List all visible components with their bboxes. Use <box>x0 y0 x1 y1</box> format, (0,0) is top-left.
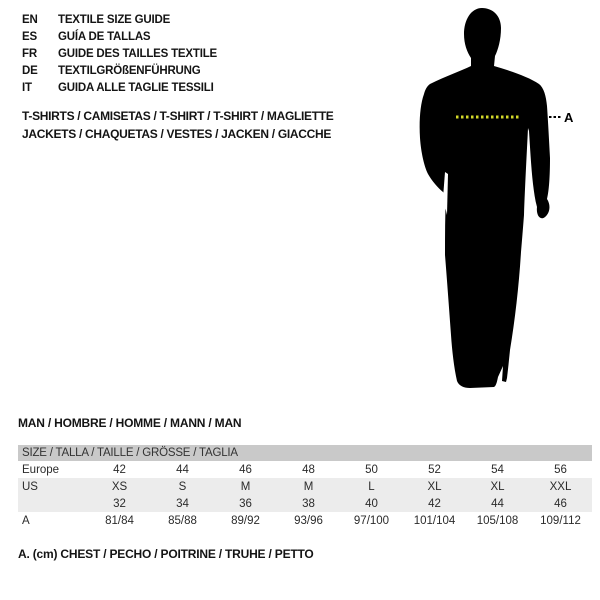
table-cell: XS <box>111 480 128 493</box>
guide-title: GUÍA DE TALLAS <box>58 30 151 43</box>
category-tshirts: T-SHIRTS / CAMISETAS / T-SHIRT / T-SHIRT / MAGLIETTE <box>22 109 334 123</box>
table-cell: M <box>240 480 251 493</box>
language-code: FR <box>22 47 37 60</box>
product-categories <box>22 107 334 143</box>
table-row-europe <box>18 461 592 478</box>
table-cell: 48 <box>302 463 315 476</box>
guide-title: TEXTILE SIZE GUIDE <box>58 13 171 26</box>
table-cell: 56 <box>554 463 567 476</box>
language-row <box>22 62 217 79</box>
language-code: EN <box>22 13 38 26</box>
table-cell: 105/108 <box>476 514 519 527</box>
language-row <box>22 11 217 28</box>
table-cell: 40 <box>365 497 378 510</box>
table-row-us <box>18 478 592 495</box>
table-cell: 97/100 <box>353 514 390 527</box>
table-cell: 46 <box>239 463 252 476</box>
table-cell: 101/104 <box>413 514 456 527</box>
table-cell: 50 <box>365 463 378 476</box>
language-row <box>22 79 217 96</box>
table-cell: XL <box>490 480 505 493</box>
man-silhouette-svg <box>402 0 588 400</box>
language-code: DE <box>22 64 38 77</box>
language-code: IT <box>22 81 32 94</box>
table-cell: L <box>368 480 375 493</box>
table-cell: 52 <box>428 463 441 476</box>
guide-title: TEXTILGRÖßENFÜHRUNG <box>58 64 201 77</box>
table-cell: 34 <box>176 497 189 510</box>
table-cell: M <box>303 480 314 493</box>
table-cell: 44 <box>491 497 504 510</box>
table-cell: 36 <box>239 497 252 510</box>
table-cell: 44 <box>176 463 189 476</box>
row-label: Europe <box>22 463 60 476</box>
table-cell: 85/88 <box>168 514 197 527</box>
measurement-label-a: A <box>564 110 574 125</box>
figure-illustration <box>402 0 588 400</box>
table-cell: 81/84 <box>105 514 134 527</box>
language-row <box>22 28 217 45</box>
table-cell: 42 <box>428 497 441 510</box>
table-cell: 32 <box>113 497 126 510</box>
row-label: US <box>22 480 38 493</box>
man-silhouette <box>420 8 550 388</box>
table-cell: 46 <box>554 497 567 510</box>
table-cell: S <box>178 480 187 493</box>
table-cell: 54 <box>491 463 504 476</box>
table-cell: 89/92 <box>231 514 260 527</box>
table-row-chest-a <box>18 512 592 529</box>
language-code: ES <box>22 30 37 43</box>
table-cell: 109/112 <box>540 514 581 527</box>
guide-title: GUIDE DES TAILLES TEXTILE <box>58 47 217 60</box>
row-label: A <box>22 514 30 527</box>
language-legend <box>22 11 217 96</box>
table-cell: 42 <box>113 463 126 476</box>
table-row-us-numeric <box>18 495 592 512</box>
table-cell: 38 <box>302 497 315 510</box>
size-table-header: SIZE / TALLA / TAILLE / GRÖSSE / TAGLIA <box>18 445 592 461</box>
table-cell: XL <box>427 480 442 493</box>
measurement-footnote: A. (cm) CHEST / PECHO / POITRINE / TRUHE / PETTO <box>18 547 314 561</box>
table-cell: XXL <box>549 480 572 493</box>
table-cell: 93/96 <box>294 514 323 527</box>
guide-title: GUIDA ALLE TAGLIE TESSILI <box>58 81 214 94</box>
size-table <box>18 445 592 529</box>
language-row <box>22 45 217 62</box>
section-title-man: MAN / HOMBRE / HOMME / MANN / MAN <box>18 416 242 430</box>
category-jackets: JACKETS / CHAQUETAS / VESTES / JACKEN / GIACCHE <box>22 127 332 141</box>
